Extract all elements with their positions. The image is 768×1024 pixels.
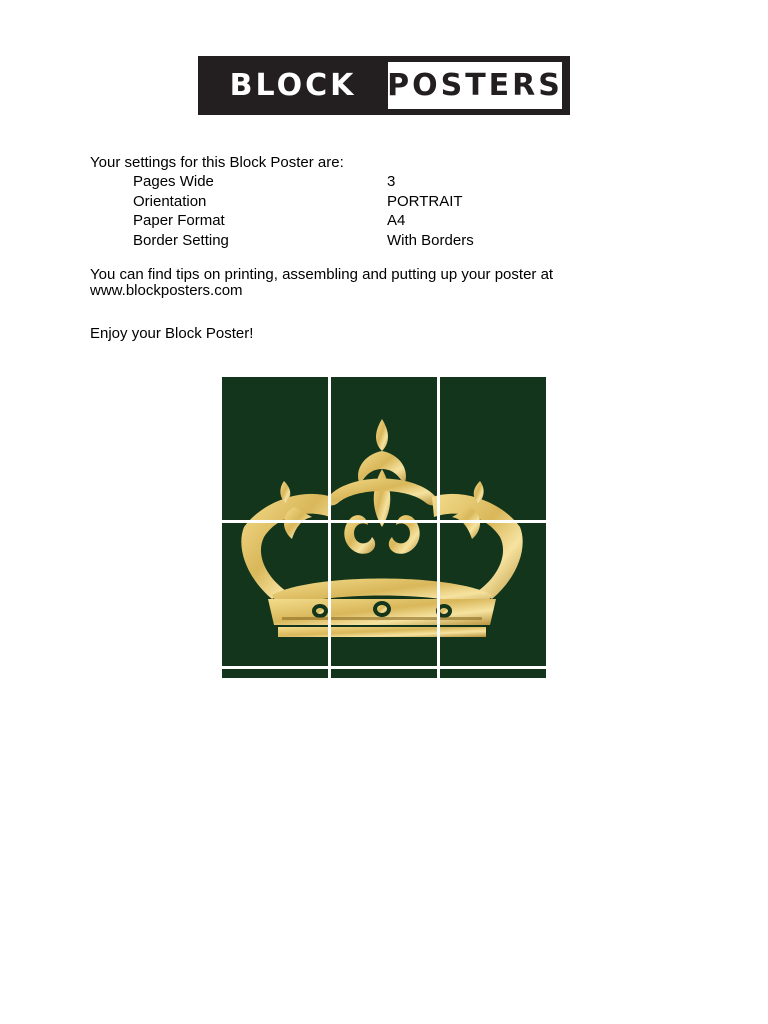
- enjoy-message: Enjoy your Block Poster!: [90, 325, 254, 342]
- page-divider-horizontal: [222, 666, 546, 669]
- setting-value: A4: [387, 212, 406, 229]
- setting-label: Paper Format: [133, 212, 225, 229]
- page-divider-vertical: [437, 377, 440, 678]
- settings-intro: Your settings for this Block Poster are:: [90, 154, 344, 171]
- setting-row-border-setting: [133, 233, 533, 253]
- tips-text: You can find tips on printing, assembling and putting up your poster at www.blockposters.com: [90, 266, 554, 299]
- setting-row-orientation: [133, 194, 533, 214]
- setting-label: Pages Wide: [133, 173, 214, 190]
- setting-value: PORTRAIT: [387, 193, 463, 210]
- setting-label: Border Setting: [133, 232, 229, 249]
- crown-image: [222, 377, 546, 678]
- poster-preview: [222, 377, 546, 678]
- setting-row-pages-wide: [133, 174, 533, 194]
- logo-block-word: BLOCK: [229, 68, 357, 103]
- setting-row-paper-format: [133, 213, 533, 233]
- setting-value: 3: [387, 173, 396, 190]
- block-posters-logo: [198, 56, 570, 115]
- page-divider-horizontal: [222, 520, 546, 523]
- page-divider-vertical: [328, 377, 331, 678]
- logo-posters-word: POSTERS: [388, 62, 562, 109]
- setting-value: With Borders: [387, 232, 474, 249]
- setting-label: Orientation: [133, 193, 207, 210]
